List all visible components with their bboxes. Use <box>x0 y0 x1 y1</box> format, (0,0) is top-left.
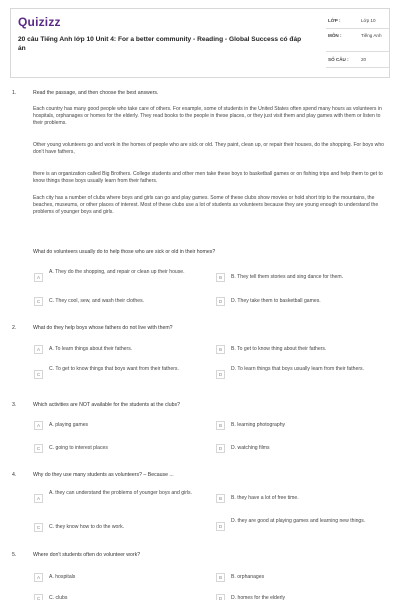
option-letter-box[interactable]: C <box>34 297 43 306</box>
meta-divider <box>326 28 389 29</box>
option-letter-box[interactable]: B <box>216 494 225 503</box>
option-letter-box[interactable]: C <box>34 523 43 532</box>
question-number: 2. <box>12 325 17 331</box>
question-number: 4. <box>12 472 17 478</box>
meta-value-subject: Tiếng Anh <box>361 33 382 38</box>
option-letter-box[interactable]: D <box>216 522 225 531</box>
worksheet-header <box>10 8 390 78</box>
option-text: A. they can understand the problems of younger boys and girls. <box>49 490 192 496</box>
option-text: C. To get to know things that boys want from their fathers. <box>49 366 179 372</box>
meta-label-subject: MÔN : <box>328 33 342 38</box>
option-text: D. They take them to basketball games. <box>231 298 321 304</box>
option-text: C. clubs <box>49 595 68 600</box>
option-text: B. They tell them stories and sing dance for them. <box>231 274 344 280</box>
passage-paragraph: Each country has many good people who take care of others. For example, some of students in the United States often spend many hours as volunteers in hospitals, orphanages or homes for the elderly. They read books to the people in these places, or they just visit them and play games with them or listen to their problems. <box>33 106 382 126</box>
option-letter-box[interactable]: A <box>34 494 43 503</box>
option-text: D. they are good at playing games and learning new things. <box>231 518 366 524</box>
question-text: Where don't students often do volunteer work? <box>33 552 141 558</box>
option-text: D. homes for the elderly <box>231 595 286 600</box>
option-text: B. learning photography <box>231 422 286 428</box>
option-letter-box[interactable]: A <box>34 421 43 430</box>
option-letter-box[interactable]: C <box>34 370 43 379</box>
option-letter-box[interactable]: B <box>216 421 225 430</box>
meta-value-grade: Lớp 10 <box>361 18 376 23</box>
option-text: C. they know how to do the work. <box>49 524 125 530</box>
option-text: D. watching films <box>231 445 270 451</box>
option-letter-box[interactable]: B <box>216 273 225 282</box>
question-text: What do they help boys whose fathers do not live with them? <box>33 325 173 331</box>
option-text: C. going to interest places <box>49 445 108 451</box>
question-instruction: Read the passage, and then choose the best answers. <box>33 90 159 96</box>
option-text: A. playing games <box>49 422 89 428</box>
meta-divider <box>326 67 389 68</box>
option-letter-box[interactable]: C <box>34 444 43 453</box>
option-letter-box[interactable]: D <box>216 444 225 453</box>
option-letter-box[interactable]: D <box>216 370 225 379</box>
option-text: B. To get to know thing about their fathers. <box>231 346 327 352</box>
option-text: A. To learn things about their fathers. <box>49 346 133 352</box>
passage-paragraph: Other young volunteers go and work in the homes of people who are sick or old. They paint, clean up, or repair their houses, do the shopping. For boys who don't have fathers, <box>33 142 385 155</box>
passage-paragraph: there is an organization called Big Brothers. College students and other men take these boys to basketball games or on fishing trips and help them to get to know things those boys usually learn from their fathers. <box>33 171 383 184</box>
option-letter-box[interactable]: D <box>216 297 225 306</box>
option-letter-box[interactable]: B <box>216 573 225 582</box>
option-text: B. orphanages <box>231 574 265 580</box>
meta-value-count: 20 <box>361 57 367 62</box>
meta-label-grade: LỚP : <box>328 18 341 23</box>
question-text: Which activities are NOT available for the students at the clubs? <box>33 402 180 408</box>
option-letter-box[interactable]: D <box>216 594 225 600</box>
quizizz-logo[interactable]: Quizizz <box>18 15 61 29</box>
meta-label-count: SỐ CÂU : <box>328 57 349 62</box>
meta-divider <box>326 51 389 52</box>
option-letter-box[interactable]: A <box>34 573 43 582</box>
page-title: 20 câu Tiếng Anh lớp 10 Unit 4: For a better community - Reading - Global Success có đáp án <box>18 36 302 52</box>
option-text: D. To learn things that boys usually learn from their fathers. <box>231 366 364 372</box>
option-letter-box[interactable]: B <box>216 345 225 354</box>
option-text: A. hospitals <box>49 574 76 580</box>
passage-paragraph: Each city has a number of clubs where boys and girls can go and play games. Some of these clubs show movies or hold short trip to the mountains, the beaches, museums, or other places of interest. Most of these clubs use a lot of students as volunteers because they are young enough to understand the problems of younger boys and girls. <box>33 195 379 215</box>
option-letter-box[interactable]: A <box>34 273 43 282</box>
option-text: A. They do the shopping, and repair or clean up their house. <box>49 269 185 275</box>
question-number: 5. <box>12 552 17 558</box>
question-number: 3. <box>12 402 17 408</box>
question-number: 1. <box>12 90 17 96</box>
option-letter-box[interactable]: A <box>34 345 43 354</box>
option-letter-box[interactable]: C <box>34 594 43 600</box>
question-text: What do volunteers usually do to help those who are sick or old in their homes? <box>33 249 216 255</box>
question-text: Why do they use many students as volunteers? – Because ... <box>33 472 174 478</box>
option-text: C. They cool, sew, and wash their clothes. <box>49 298 145 304</box>
option-text: B. they have a lot of free time. <box>231 495 299 501</box>
